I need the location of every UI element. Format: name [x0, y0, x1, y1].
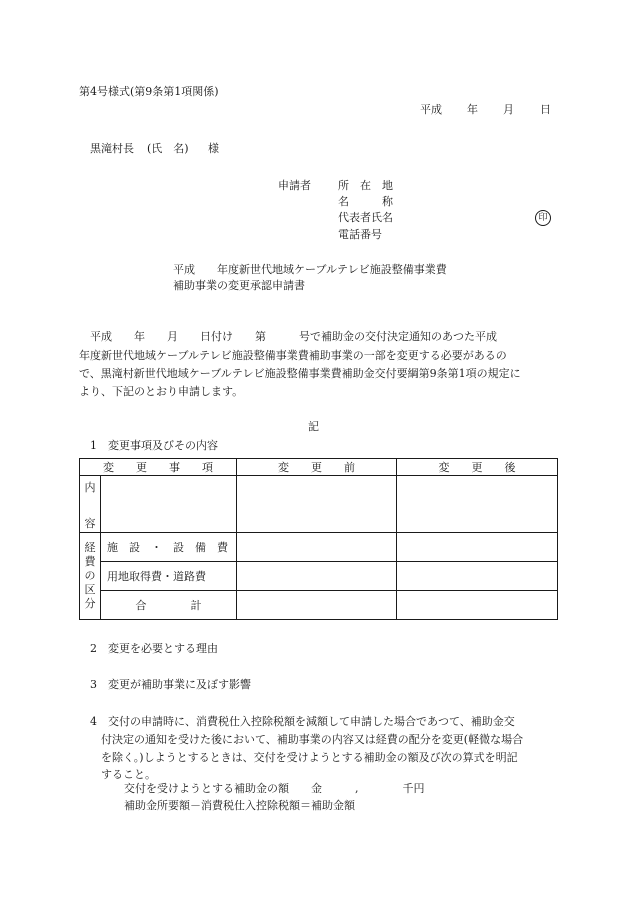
- facility-label: 施 設 ・ 設 備 費: [107, 540, 228, 554]
- seal-stamp: 印: [535, 210, 551, 226]
- naiyou-row: [80, 476, 558, 533]
- subsidy-amount-line: 交付を受けようとする補助金の額 金 , 千円: [124, 782, 425, 795]
- expense-row-total: [80, 591, 558, 620]
- facility-before-cell[interactable]: [237, 533, 397, 562]
- section4-line3: を除く。)しようとするときは、交付を受けようとする補助金の額及び次の算式を明記: [101, 751, 518, 764]
- body-line2: 年度新世代地域ケーブルテレビ施設整備事業費補助事業の一部を変更する必要があるの: [79, 349, 507, 362]
- addressee-name-label: (氏 名): [147, 142, 189, 155]
- representative-label: 代表者氏名: [338, 211, 393, 224]
- naiyou-before-cell[interactable]: [237, 476, 397, 533]
- body-line3: で、黒滝村新世代地域ケーブルテレビ施設整備事業費補助金交付要綱第9条第1項の規定に: [79, 367, 521, 380]
- address-label: 所 在 地: [338, 179, 393, 192]
- phone-label: 電話番号: [338, 228, 382, 241]
- date-day: 日: [540, 103, 551, 116]
- section1-heading: 1 変更事項及びその内容: [90, 439, 218, 452]
- total-before-cell[interactable]: [237, 591, 397, 620]
- section2-heading: 2 変更を必要とする理由: [90, 642, 218, 655]
- company-name-label: 名 称: [338, 195, 393, 208]
- header-after-change: 変 更 後: [397, 459, 558, 476]
- change-table: [79, 458, 558, 620]
- naiyou-bottom-char: 容: [84, 517, 96, 530]
- land-label-cell: [101, 562, 237, 591]
- section4-line4: すること。: [101, 768, 156, 781]
- total-label: 合 計: [135, 598, 202, 612]
- facility-after-cell[interactable]: [397, 533, 558, 562]
- expense-category-label-cell: [80, 533, 101, 620]
- expense-row-facility: [80, 533, 558, 562]
- facility-label-cell: [101, 533, 237, 562]
- header-before-change: 変 更 前: [237, 459, 397, 476]
- land-label: 用地取得費・道路費: [107, 569, 206, 583]
- expense-category-label: 経費の区分: [84, 541, 96, 610]
- body-line4: より、下記のとおり申請します。: [79, 385, 244, 398]
- naiyou-item-cell[interactable]: [101, 476, 237, 533]
- addressee-honorific: 様: [208, 142, 219, 155]
- header-change-item: 変 更 事 項: [80, 459, 237, 476]
- date-month: 月: [503, 103, 514, 116]
- land-before-cell[interactable]: [237, 562, 397, 591]
- subsidy-formula: 補助金所要額－消費税仕入控除税額＝補助金額: [124, 799, 355, 812]
- ki-heading: 記: [308, 420, 319, 433]
- body-line1: 平成 年 月 日付け 第 号で補助金の交付決定通知のあつた平成: [90, 330, 497, 343]
- total-label-cell: [101, 591, 237, 620]
- applicant-label: 申請者: [278, 179, 311, 192]
- section3-heading: 3 変更が補助事業に及ぼす影響: [90, 678, 251, 691]
- naiyou-label-cell: [80, 476, 101, 533]
- change-table-header-row: [80, 459, 558, 476]
- total-after-cell[interactable]: [397, 591, 558, 620]
- date-year: 年: [467, 103, 478, 116]
- naiyou-top-char: 内: [84, 481, 96, 494]
- section4-line1: 4 交付の申請時に、消費税仕入控除税額を減額して申請した場合であつて、補助金交: [90, 715, 515, 728]
- expense-row-land: [80, 562, 558, 591]
- date-era: 平成: [420, 103, 442, 116]
- addressee-title: 黒滝村長: [90, 142, 134, 155]
- land-after-cell[interactable]: [397, 562, 558, 591]
- document-title-line1: 平成 年度新世代地域ケーブルテレビ施設整備事業費: [173, 263, 447, 276]
- naiyou-after-cell[interactable]: [397, 476, 558, 533]
- form-number: 第4号様式(第9条第1項関係): [79, 85, 219, 98]
- document-title-line2: 補助事業の変更承認申請書: [173, 279, 305, 292]
- section4-line2: 付決定の通知を受けた後において、補助事業の内容又は経費の配分を変更(軽微な場合: [101, 733, 524, 746]
